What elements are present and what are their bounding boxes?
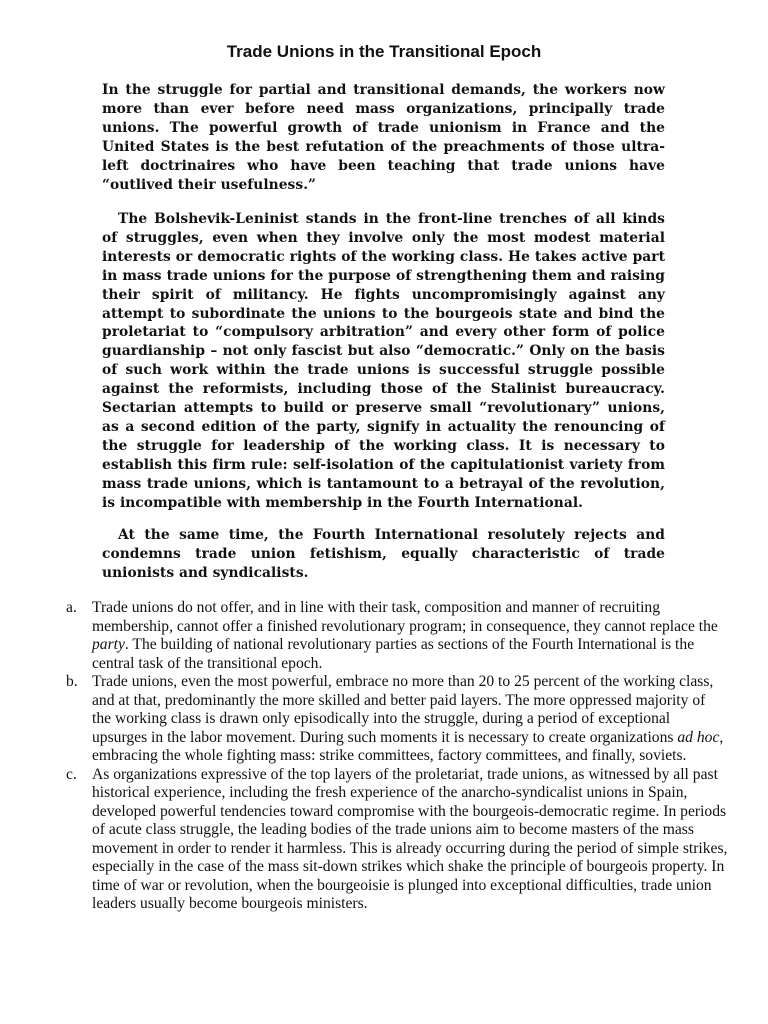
list-item-emphasis: ad hoc	[677, 728, 720, 746]
list-item-text: Trade unions do not offer, and in line with their task, composition and manner of recruiting membership, cannot offer a finished revolutionary program; in consequence, they cannot replace the	[92, 599, 718, 635]
paragraph-2	[102, 210, 665, 513]
paragraph-2-text: The Bolshevik-Leninist stands in the front-line trenches of all kinds of struggles, even when they involve only the most modest material interests or democratic rights of the working class. He takes active part in mass trade unions for the purpose of strengthening them and raising their spirit of militancy. He fights uncompromisingly against any attempt to subordinate the unions to the bourgeois state and bind the proletariat to “compulsory arbitration” and every other form of police guardianship – not only fascist but also “democratic.” Only on the basis of such work within the trade unions is successful struggle possible against the reformists, including those of the Stalinist bureaucracy. Sectarian attempts to build or preserve small “revolutionary” unions, as a second edition of the party, signify in actuality the renouncing of the struggle for leadership of the working class. It is necessary to establish this firm rule: self-isolation of the capitulationist variety from mass trade unions, which is tantamount to a betrayal of the revolution, is incompatible with membership in the Fourth International.	[102, 211, 665, 511]
list-marker: a.	[66, 599, 77, 616]
paragraph-3-text: At the same time, the Fourth International resolutely rejects and condemns trade union fetishism, equally characteristic of trade unionists and syndicalists.	[102, 527, 665, 581]
list-item-text-end: . The building of national revolutionary parties as sections of the Fourth International is the central task of the transitional epoch.	[92, 636, 695, 672]
list-item-text-end: , embracing the whole fighting mass: strike committees, factory committees, and finally, soviets.	[92, 728, 724, 764]
list-item-text: Trade unions, even the most powerful, embrace no more than 20 to 25 percent of the working class, and at that, predominantly the more skilled and better paid layers. The more oppressed majority of the working class is drawn only episodically into the struggle, during a period of exceptional upsurges in the labor movement. During such moments it is necessary to create organizations	[92, 673, 714, 746]
paragraph-3	[102, 526, 665, 583]
list-item-b	[66, 673, 728, 766]
page-title: Trade Unions in the Transitional Epoch	[226, 42, 542, 61]
paragraph-1-text: In the struggle for partial and transitional demands, the workers now more than ever before need mass organizations, principally trade unions. The powerful growth of trade unionism in France and the United States is the best refutation of the preachments of those ultra-left doctrinaires who have been teaching that trade unions have “outlived their usefulness.”	[102, 82, 665, 193]
list-marker: b.	[66, 673, 78, 690]
paragraph-1	[102, 81, 665, 194]
list-item-emphasis: party	[92, 636, 125, 653]
list-item-c	[66, 766, 728, 914]
lettered-list	[66, 599, 728, 914]
list-item-a	[66, 599, 728, 673]
list-item-text: As organizations expressive of the top layers of the proletariat, trade unions, as witnessed by all past historical experience, including the fresh experience of the anarcho-syndicalist unions in Spain, developed powerful tendencies toward compromise with the bourgeois-democratic regime. In periods of acute class struggle, the leading bodies of the trade unions aim to become masters of the mass movement in order to render it harmless. This is already occurring during the period of simple strikes, especially in the case of the mass sit-down strikes which shake the principle of bourgeois property. In time of war or revolution, when the bourgeoisie is plunged into exceptional difficulties, trade union leaders usually become bourgeois ministers.	[92, 765, 728, 912]
list-marker: c.	[66, 765, 77, 783]
